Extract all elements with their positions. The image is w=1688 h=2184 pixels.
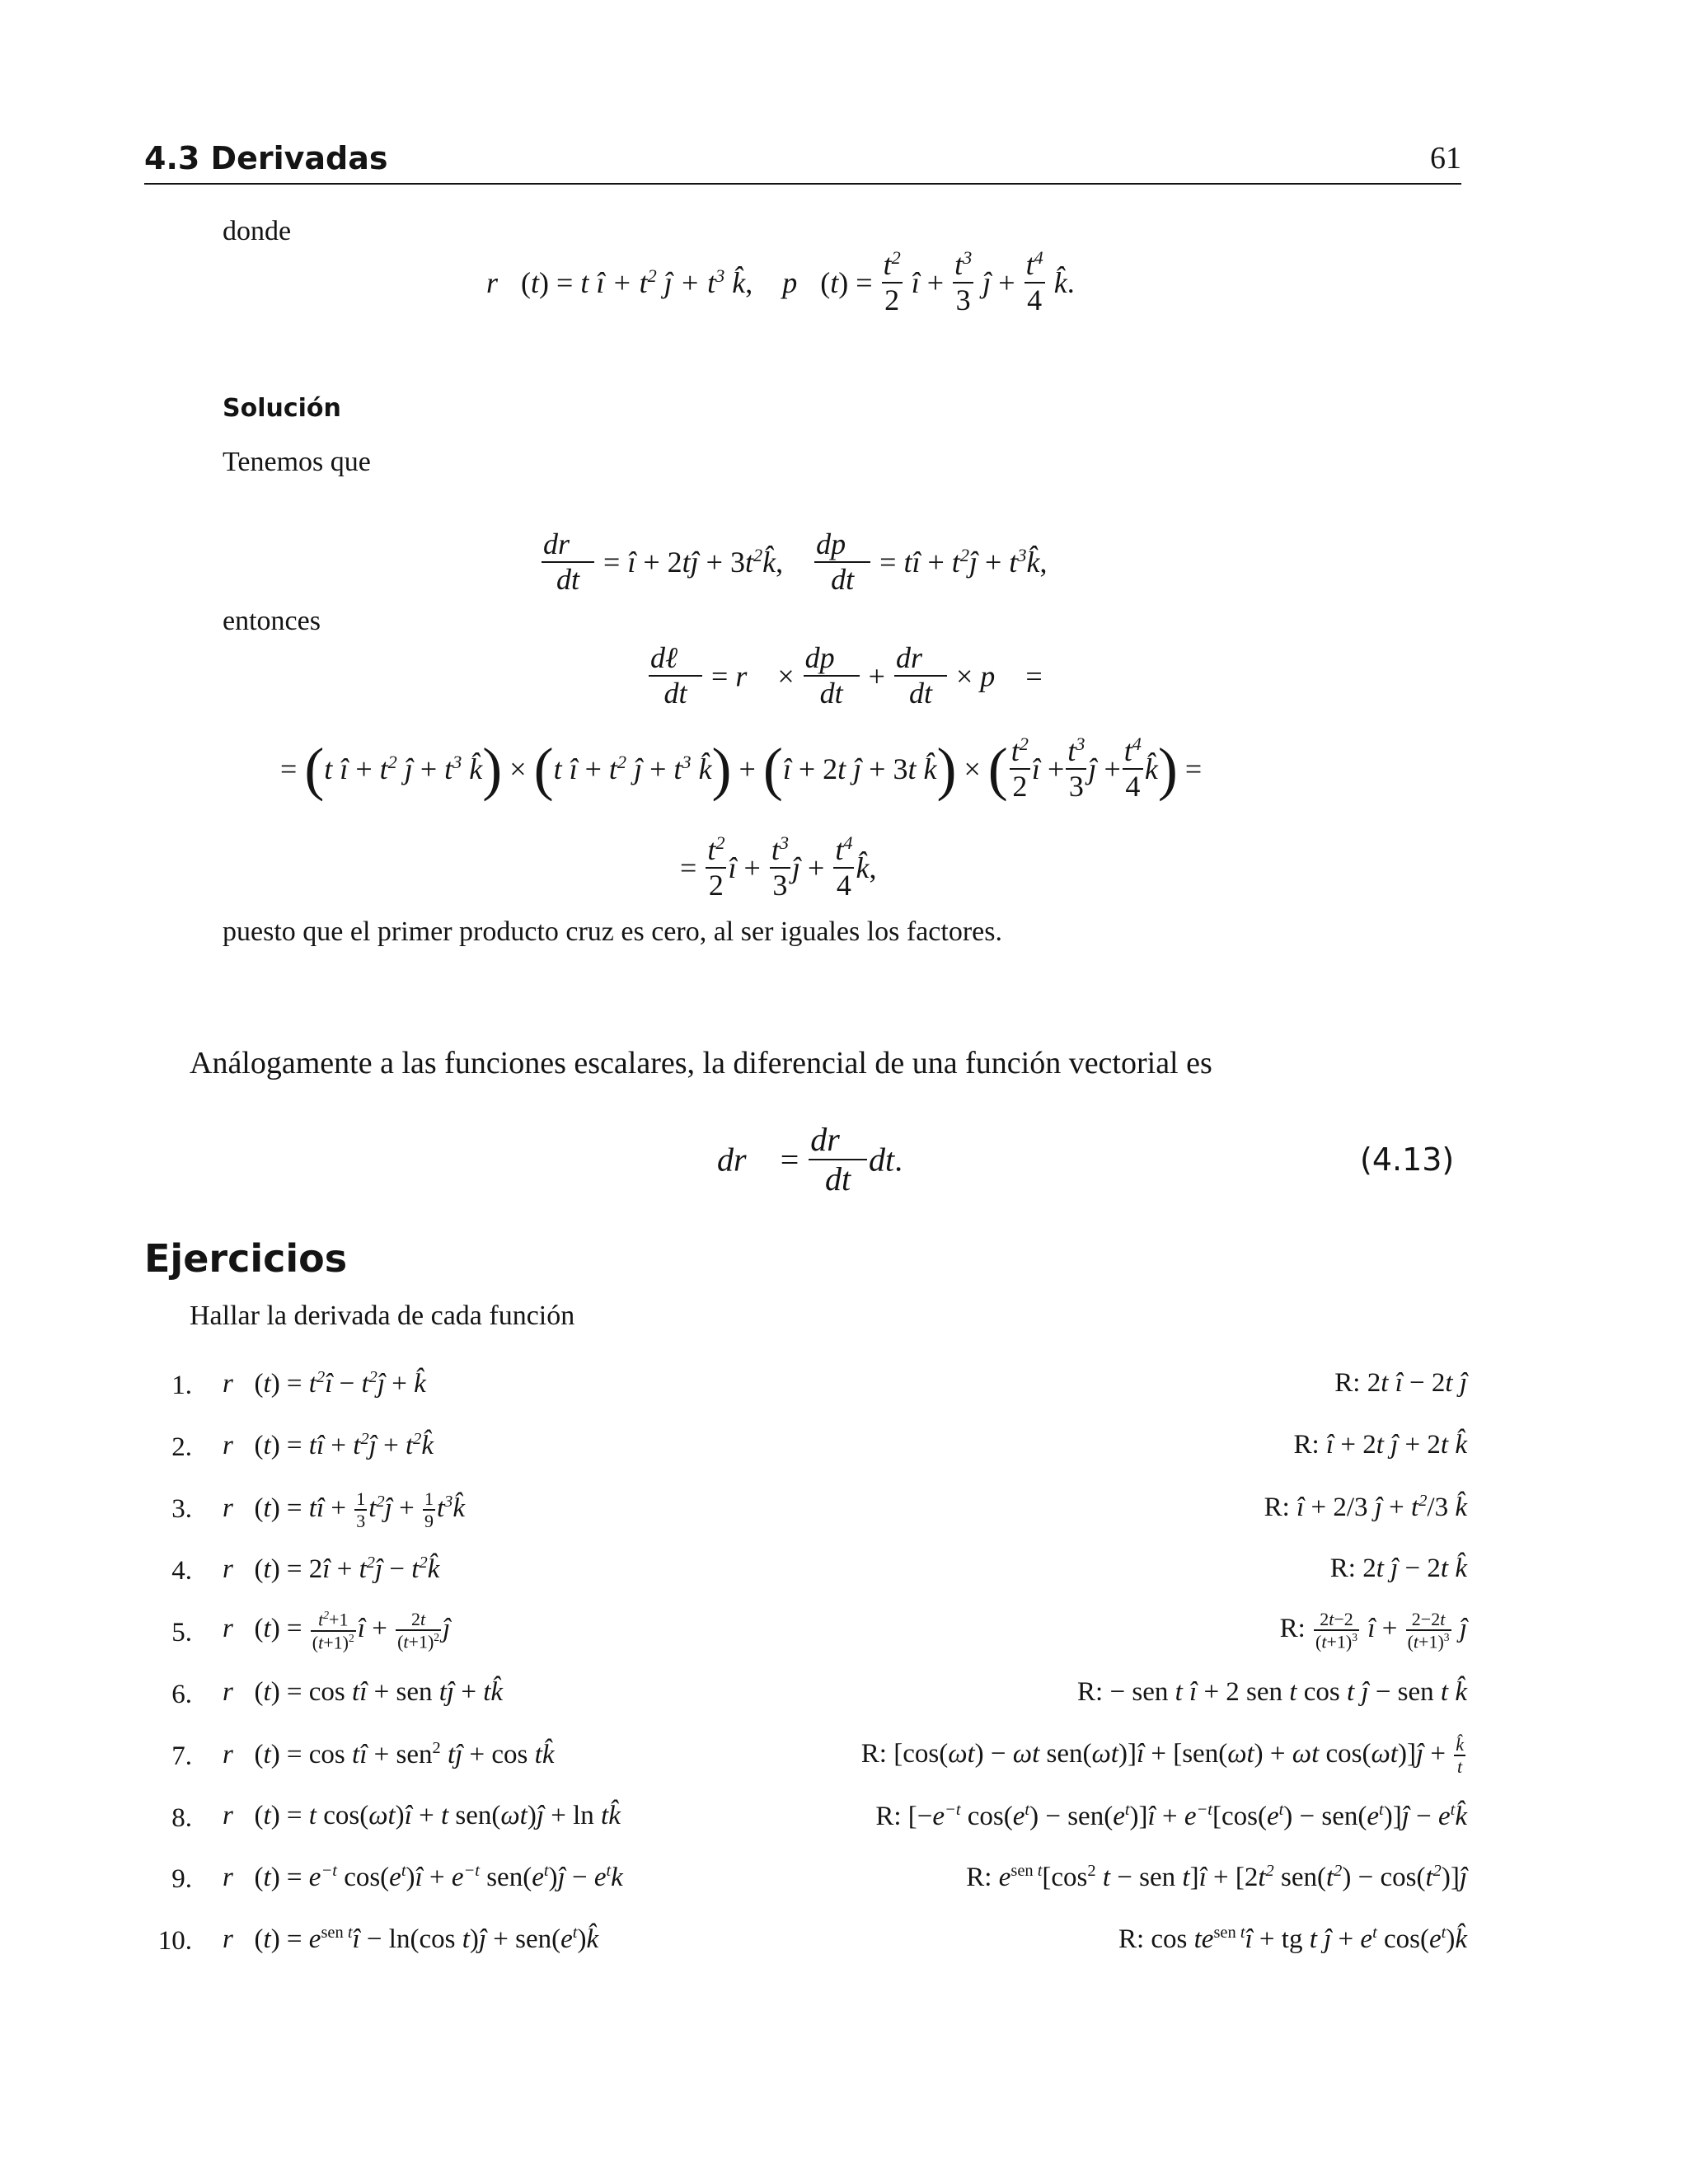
exercise-answer: R: [$-e^{-t}$ $\cos(e^t)$ − $sen(e^t)]î + e^{-t}[\cos(e^t)$ − $sen(e^t)]ĵ$ − $e^tk̂$ (875, 1801, 1467, 1831)
exercise-question: r⃗(t) = cos tî + sen tĵ + tk̂ (223, 1677, 504, 1707)
donde-label: donde (223, 216, 292, 246)
exercise-question: r⃗(t) = cos tî + sen$^2$ tĵ + cos tk̂ (223, 1739, 555, 1769)
exercise-question: r⃗(t) = $e^{sen t}î - \ln(\cos$ t)ĵ + $sen(e^t)k̂$ (223, 1924, 599, 1954)
exercise-answer: R: $e^{sen t}[\cos^2$ t − sen t]î + [$2t^2$ $sen(t^2)$ − $\cos(t^2)]ĵ$ (966, 1862, 1467, 1892)
exercise-question: r⃗(t) = t cos(ωt)î + t sen(ωt)ĵ + ln tk̂ (223, 1801, 621, 1830)
expanded-cross-products: = (t î + $t^2$ ĵ + $t^3$ k̂) × (t î + $t^2$ ĵ + $t^3$ k̂) + (î + 2t ĵ + 3t k̂) × ( $\frac{t^2}{2}$ î + $\frac{t^3}{3}$ ĵ + $\frac{t^4}{4}$ k̂) = (280, 733, 1203, 804)
exercise-number: 8. (171, 1803, 192, 1833)
exercise-answer: R: î + 2t ĵ + 2t k̂ (1293, 1430, 1467, 1460)
exercise-answer: R: $\frac{2t-2}{(t+1)^3}$ î + $\frac{2-2t}{(t+1)^3}$ ĵ (1279, 1609, 1467, 1652)
exercise-question: r⃗(t) = $\frac{t^2+1}{(t+1)^2}$ î + $\frac{2t}{(t+1)^2}$ ĵ (223, 1609, 451, 1652)
page-number: 61 (1430, 141, 1461, 176)
exercise-answer: R: − sen t î + 2 sen t cos t ĵ − sen t k̂ (1077, 1677, 1467, 1707)
header-rule (144, 183, 1461, 185)
conclusion-text: puesto que el primer producto cruz es cero, al ser iguales los factores. (223, 916, 1002, 947)
exercise-answer: R: 2t î − 2t ĵ (1334, 1368, 1467, 1398)
angular-momentum-derivative: $\frac{\text{dℓ⃗}}{dt}$ = r⃗ × $\frac{dp⃗}{dt}$ + $\frac{dr⃗}{dt}$ × p⃗ = (650, 641, 1043, 710)
exercise-answer: R: î + 2/3 ĵ + $t^2/3$ k̂ (1264, 1492, 1467, 1522)
differential-equation: dr⃗ = $\frac{dr⃗}{dt}$ dt. (717, 1121, 903, 1197)
exercise-number: 6. (171, 1680, 192, 1709)
exercise-number: 1. (171, 1371, 192, 1400)
exercise-number: 10. (157, 1926, 192, 1956)
tenemos-label: Tenemos que (223, 447, 371, 477)
exercises-heading: Ejercicios (144, 1236, 348, 1281)
result-equation: = $\frac{t^2}{2}$ î + $\frac{t^3}{3}$ ĵ + $\frac{t^4}{4}$ k̂, (680, 832, 877, 902)
exercises-instruction: Hallar la derivada de cada función (190, 1301, 575, 1331)
exercise-number: 7. (171, 1741, 192, 1771)
exercise-number: 9. (171, 1864, 192, 1894)
derivatives-equation: $\frac{dr⃗}{dt}$ = î + 2tĵ + $3t^2k̂$, $\frac{dp⃗}{dt}$ = tî + $t^2ĵ$ + $t^3k̂$, (543, 527, 1048, 597)
exercise-number: 2. (171, 1432, 192, 1462)
exercise-answer: R: 2t ĵ − 2t k̂ (1329, 1554, 1467, 1583)
definition-equation: r⃗(t) = t î + $t^2$ ĵ + $t^3$ k̂, p⃗(t) = $\frac{t^2}{2}$ î + $\frac{t^3}{3}$ ĵ + $\frac{t^4}{4}$ k̂. (486, 247, 1075, 317)
exercise-question: r⃗(t) = 2î + $t^2ĵ$ − $t^2k̂$ (223, 1554, 440, 1584)
exercise-question: r⃗(t) = $e^{-t}$ $\cos(e^t)î + e^{-t}$ $sen(e^t)ĵ - e^tk$ (223, 1862, 623, 1892)
exercise-answer: R: [cos(ωt) − ωt sen(ωt)]î + [sen(ωt) + ωt cos(ωt)]ĵ + $\frac{k̂}{t}$ (860, 1734, 1464, 1778)
solution-heading: Solución (223, 394, 341, 423)
exercise-number: 4. (171, 1556, 192, 1586)
exercise-question: r⃗(t) = tî + $\frac{1}{3}$ $t^2ĵ$ + $\frac{1}{9}$ $t^3k̂$ (223, 1488, 465, 1532)
exercise-question: r⃗(t) = tî + $t^2ĵ$ + $t^2k̂$ (223, 1430, 434, 1460)
differential-paragraph: Análogamente a las funciones escalares, la diferencial de una función vectorial es (190, 1046, 1212, 1080)
exercise-question: r⃗(t) = $t^2î$ − $t^2ĵ$ + k̂ (223, 1368, 426, 1399)
section-header-title: 4.3 Derivadas (144, 140, 388, 176)
entonces-label: entonces (223, 606, 321, 636)
exercise-number: 5. (171, 1618, 192, 1647)
equation-number: (4.13) (1360, 1141, 1455, 1178)
exercise-number: 3. (171, 1494, 192, 1524)
exercise-answer: R: $\cos te^{sen t}î$ + tg t ĵ + $e^t$ $\cos(e^t)k̂$ (1118, 1924, 1467, 1954)
